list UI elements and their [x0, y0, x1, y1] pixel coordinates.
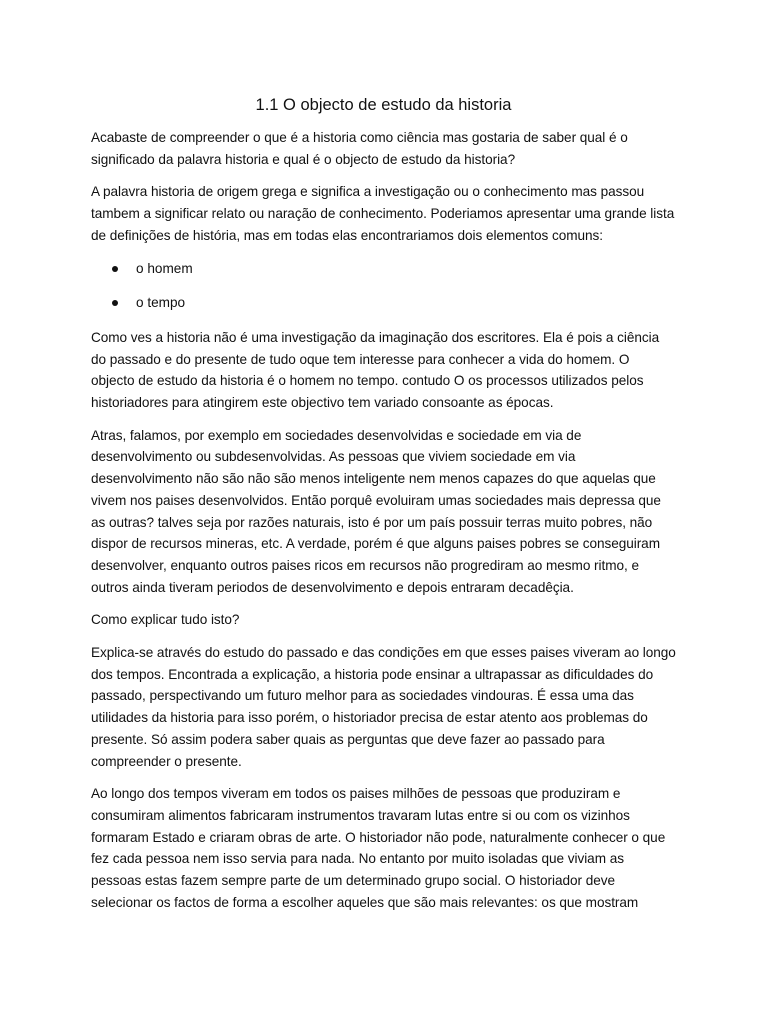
page-title: 1.1 O objecto de estudo da historia	[255, 96, 512, 114]
paragraph-societies: Atras, falamos, por exemplo em sociedades desenvolvidas e sociedade em via de desenvolvimento ou subdesenvolvidas. As pessoas que viviem sociedade em via desenvolvimento não são não são menos inteligente nem menos capazes do que aquelas que vivem nos paises desenvolvidos. Então porquê evoluiram umas sociedades mais depressa que as outras? talves seja por razões naturais, isto é por um país possuir terras muito pobres, não dispor de recursos mineras, etc. A verdade, porém é que alguns paises pobres se conseguiram desenvolver, enquanto outros paises ricos em recursos não progrediram ao mesmo ritmo, e outros ainda tiveram periodos de desenvolvimento e depois entraram decadêçia.	[91, 427, 661, 595]
list-item-label: o tempo	[136, 295, 186, 311]
paragraph-object-of-study: Como ves a historia não é uma investigação da imaginação dos escritores. Ela é pois a ciência do passado e do presente de tudo oque tem interesse para conhecer a vida do homem. O objecto de estudo da historia é o homem no tempo. contudo O os processos utilizados pelos historiadores para atingirem este objectivo tem variado consoante as épocas.	[91, 329, 660, 411]
bullet-icon	[112, 300, 118, 306]
common-elements-list	[91, 258, 676, 314]
paragraph-definition: A palavra historia de origem grega e significa a investigação ou o conhecimento mas passou tambem a significar relato ou naração de conhecimento. Poderiamos apresentar uma grande lista de definições de história, mas em todas elas encontrariamos dois elementos comuns:	[91, 184, 675, 243]
list-item-label: o homem	[136, 260, 193, 276]
paragraph-intro: Acabaste de compreender o que é a historia como ciência mas gostaria de saber qual é o significado da palavra historia e qual é o objecto de estudo da historia?	[91, 130, 628, 167]
bullet-icon	[112, 266, 118, 272]
paragraph-explanation: Explica-se através do estudo do passado e das condições em que esses paises viveram ao longo dos tempos. Encontrada a explicação, a historia pode ensinar a ultrapassar as dificuldades do passado, perspectivando um futuro melhor para as sociedades vindouras. É essa uma das utilidades da historia para isso porém, o historiador precisa de estar atento aos problemas do presente. Só assim podera saber quais as perguntas que deve fazer ao passado para compreender o presente.	[91, 645, 676, 769]
list-item	[91, 292, 676, 314]
paragraph-question: Como explicar tudo isto?	[91, 612, 240, 628]
list-item	[91, 258, 676, 280]
paragraph-historian: Ao longo dos tempos viveram em todos os paises milhões de pessoas que produziram e consumiram alimentos fabricaram instrumentos travaram lutas entre si ou com os vizinhos formaram Estado e criaram obras de arte. O historiador não pode, naturalmente conhecer o que fez cada pessoa nem isso servia para nada. No entanto por muito isoladas que viviam as pessoas estas fazem sempre parte de um determinado grupo social. O historiador deve selecionar os factos de forma a escolher aqueles que são mais relevantes: os que mostram	[91, 786, 666, 910]
